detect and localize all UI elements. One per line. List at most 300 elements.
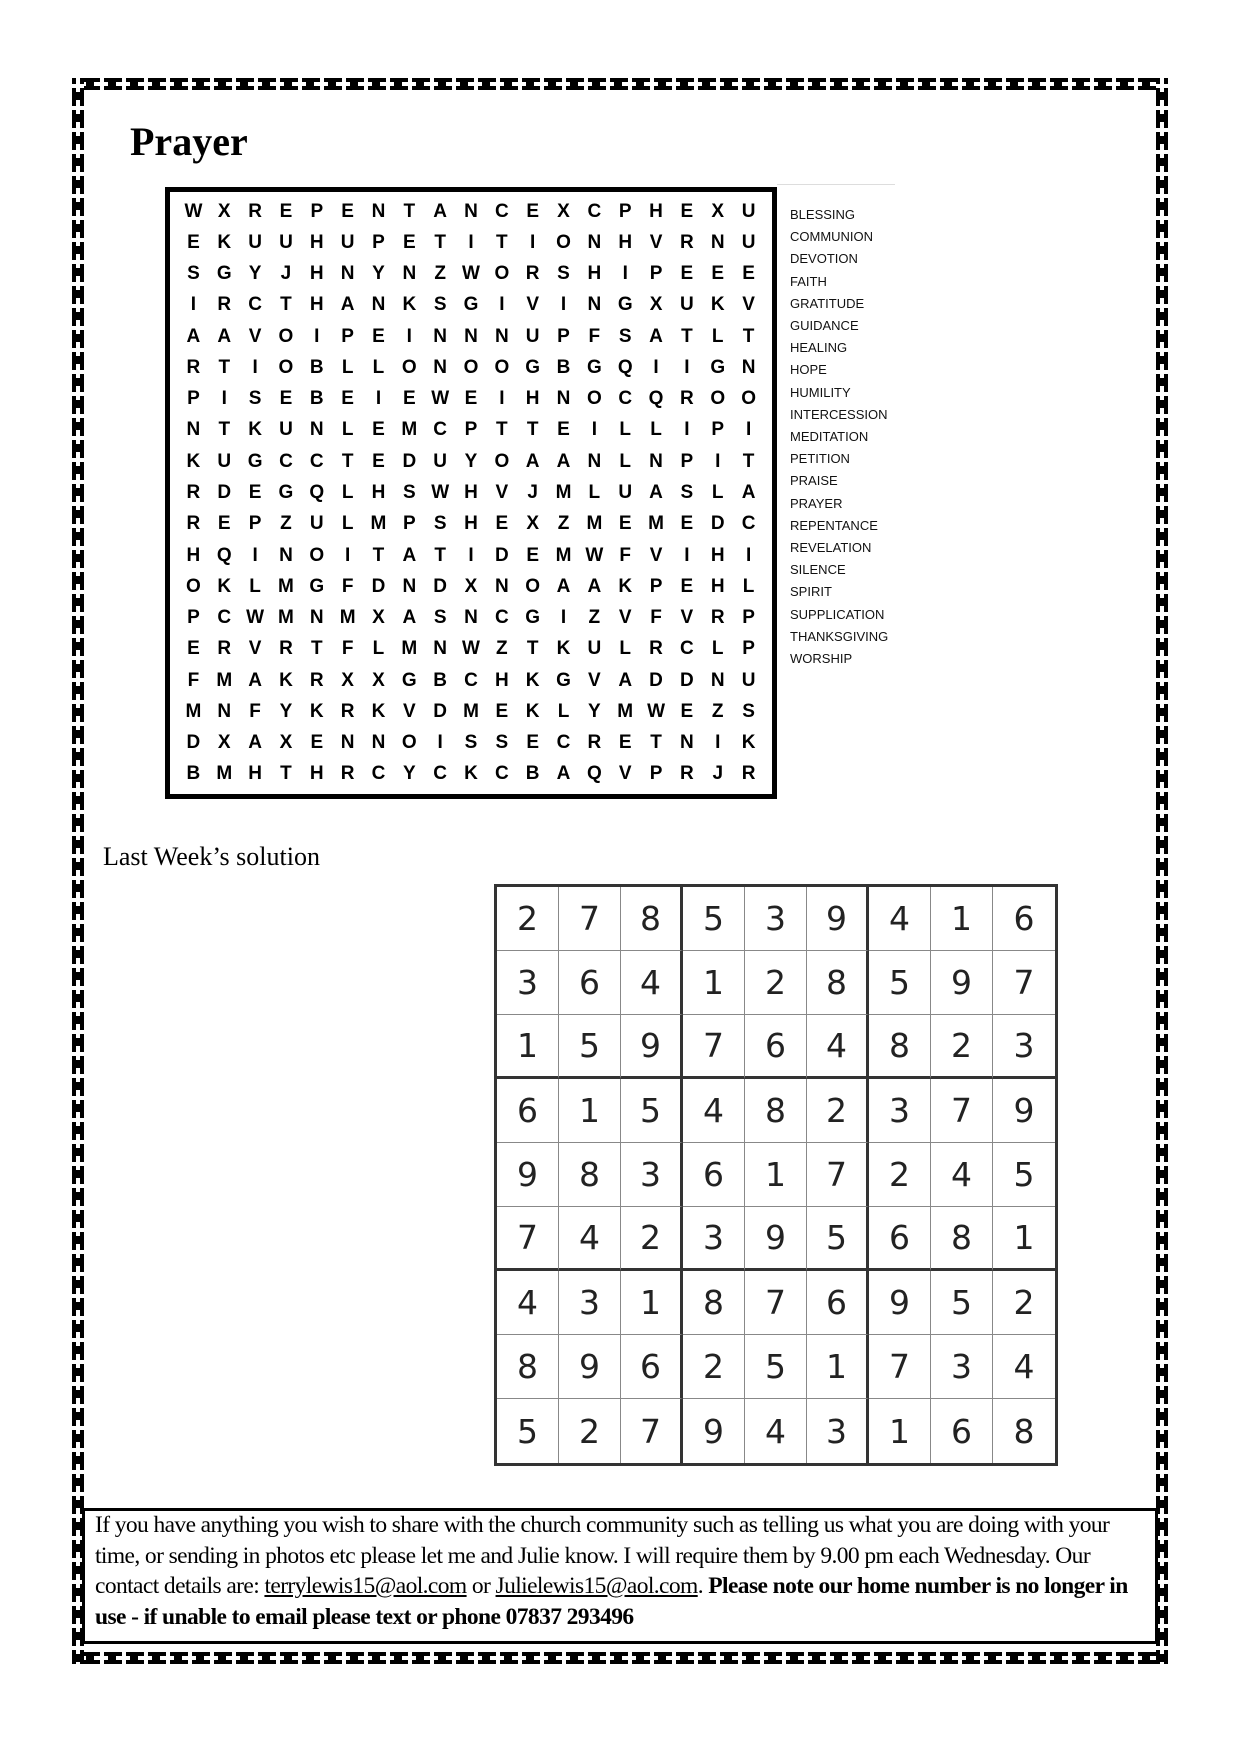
- sudoku-cell: 8: [559, 1143, 621, 1207]
- wordsearch-letter: F: [650, 607, 662, 629]
- wordsearch-letter: N: [494, 325, 509, 347]
- wordsearch-letter: O: [401, 356, 417, 378]
- sudoku-cell: 4: [621, 951, 683, 1015]
- wordsearch-letter: O: [463, 356, 479, 378]
- wordsearch-letter: T: [650, 732, 662, 754]
- wordsearch-letter: N: [433, 356, 448, 378]
- wordsearch-letter: N: [217, 700, 232, 722]
- wordsearch-letter: S: [433, 513, 447, 535]
- wordsearch-letter: L: [711, 325, 724, 347]
- solution-label: Last Week’s solution: [103, 842, 320, 871]
- wordsearch-letter: Y: [588, 700, 601, 722]
- wordsearch-letter: I: [560, 607, 567, 629]
- wordsearch-letter: K: [710, 294, 725, 316]
- wordsearch-letter: E: [618, 513, 632, 535]
- wordsearch-letter: L: [557, 700, 570, 722]
- wordsearch-letter: O: [494, 450, 510, 472]
- wordsearch-letter: O: [401, 732, 417, 754]
- wordsearch-letter: X: [279, 732, 293, 754]
- wordsearch-letter: H: [248, 763, 262, 785]
- wordsearch-letter: U: [279, 231, 293, 253]
- sudoku-cell: 7: [559, 887, 621, 951]
- wordsearch-grid: [165, 187, 777, 799]
- wordsearch-letter: O: [586, 388, 602, 410]
- wordsearch-letter: F: [619, 544, 631, 566]
- sudoku-cell: 3: [497, 951, 559, 1015]
- wordsearch-letter: L: [711, 638, 724, 660]
- wordsearch-letter: E: [680, 200, 694, 222]
- wordsearch-letter: X: [372, 669, 385, 691]
- sudoku-cell: 6: [621, 1335, 683, 1399]
- wordsearch-letter: E: [341, 200, 354, 222]
- wordsearch-letter: P: [187, 607, 200, 629]
- wordsearch-letter: F: [187, 669, 200, 691]
- wordsearch-letter: T: [742, 325, 755, 347]
- wordsearch-letter: I: [344, 544, 351, 566]
- wordsearch-letter: Q: [617, 356, 633, 378]
- contact-notice: [95, 1510, 1147, 1632]
- wordsearch-letter: S: [187, 263, 200, 285]
- wordsearch-letter: N: [587, 294, 602, 316]
- sudoku-cell: 6: [807, 1271, 869, 1335]
- wordsearch-letter: N: [433, 638, 448, 660]
- wordsearch-letter: T: [496, 419, 508, 441]
- wordsearch-letter: P: [680, 450, 694, 472]
- wordsearch-letter: H: [710, 544, 725, 566]
- sudoku-cell: 2: [993, 1271, 1055, 1335]
- wordsearch-word: SUPPLICATION: [790, 606, 885, 622]
- sudoku-cell: 7: [683, 1015, 745, 1079]
- wordsearch-letter: P: [248, 513, 262, 535]
- wordsearch-letter: F: [341, 638, 354, 660]
- wordsearch-letter: N: [402, 263, 417, 285]
- wordsearch-letter: F: [249, 700, 261, 722]
- wordsearch-letter: M: [555, 481, 572, 503]
- page-title: Prayer: [130, 119, 248, 164]
- wordsearch-letter: O: [710, 388, 726, 410]
- wordsearch-word: WORSHIP: [790, 651, 853, 667]
- wordsearch-letter: N: [371, 294, 386, 316]
- wordsearch-letter: Y: [248, 263, 262, 285]
- wordsearch-letter: R: [217, 294, 232, 316]
- sudoku-cell: 6: [559, 951, 621, 1015]
- wordsearch-letter: E: [372, 450, 385, 472]
- wordsearch-letter: T: [403, 200, 416, 222]
- wordsearch-letter: T: [280, 763, 292, 785]
- wordsearch-letter: E: [248, 481, 262, 503]
- wordsearch-letter: S: [742, 700, 755, 722]
- wordsearch-letter: A: [618, 669, 633, 691]
- wordsearch-letter: T: [681, 325, 693, 347]
- wordsearch-letter: A: [217, 325, 232, 347]
- wordsearch-letter: G: [247, 450, 263, 472]
- wordsearch-word-list: [790, 204, 888, 670]
- wordsearch-letter: P: [649, 263, 663, 285]
- wordsearch-letter: F: [588, 325, 601, 347]
- wordsearch-letter: A: [248, 732, 262, 754]
- wordsearch-letter: C: [556, 732, 571, 754]
- wordsearch-letter: B: [309, 356, 324, 378]
- wordsearch-letter: A: [340, 294, 355, 316]
- wordsearch-letter: D: [433, 700, 448, 722]
- sudoku-cell: 6: [745, 1015, 807, 1079]
- wordsearch-letter: D: [433, 575, 448, 597]
- wordsearch-letter: I: [499, 294, 505, 316]
- wordsearch-letter: E: [372, 419, 385, 441]
- wordsearch-letter: H: [525, 388, 540, 410]
- wordsearch-word: GRATITUDE: [790, 295, 865, 311]
- wordsearch-letter: V: [526, 294, 540, 316]
- wordsearch-letter: V: [649, 231, 663, 253]
- wordsearch-letter: Z: [588, 607, 601, 629]
- wordsearch-letter: E: [402, 388, 416, 410]
- wordsearch-letter: S: [557, 263, 570, 285]
- wordsearch-letter: I: [437, 732, 443, 754]
- wordsearch-letter: M: [216, 669, 233, 691]
- sudoku-cell: 3: [683, 1207, 745, 1271]
- wordsearch-letter: P: [649, 575, 663, 597]
- sudoku-cell: 9: [869, 1271, 931, 1335]
- email-link-terry[interactable]: terrylewis15@aol.com: [264, 1573, 467, 1599]
- sudoku-cell: 8: [621, 887, 683, 951]
- sudoku-cell: 5: [497, 1399, 559, 1463]
- wordsearch-letter: L: [372, 356, 385, 378]
- wordsearch-letter: B: [556, 356, 571, 378]
- wordsearch-letter: T: [341, 450, 354, 472]
- wordsearch-letter: N: [309, 419, 324, 441]
- notice-period: .: [697, 1573, 709, 1599]
- wordsearch-letter: T: [218, 356, 231, 378]
- wordsearch-word: INTERCESSION: [790, 406, 888, 422]
- wordsearch-letter: U: [309, 513, 324, 535]
- wordsearch-letter: L: [619, 419, 631, 441]
- wordsearch-letter: C: [494, 200, 509, 222]
- wordsearch-letter: G: [216, 263, 232, 285]
- wordsearch-letter: D: [371, 575, 386, 597]
- wordsearch-letter: V: [742, 294, 755, 316]
- sudoku-cell: 1: [807, 1335, 869, 1399]
- wordsearch-letter: H: [710, 575, 725, 597]
- wordsearch-letter: I: [684, 544, 690, 566]
- wordsearch-letter: T: [372, 544, 385, 566]
- wordsearch-letter: Q: [309, 481, 325, 503]
- wordsearch-letter: U: [618, 481, 633, 503]
- wordsearch-letter: E: [526, 544, 540, 566]
- wordsearch-letter: C: [741, 513, 756, 535]
- sudoku-cell: 2: [621, 1207, 683, 1271]
- wordsearch-letter: V: [248, 325, 262, 347]
- wordsearch-letter: N: [741, 356, 756, 378]
- wordsearch-letter: A: [402, 544, 417, 566]
- wordsearch-letter: L: [711, 481, 724, 503]
- wordsearch-letter: A: [248, 669, 262, 691]
- wordsearch-letter: X: [217, 200, 231, 222]
- wordsearch-letter: W: [647, 700, 666, 722]
- wordsearch-letter: D: [186, 732, 201, 754]
- sudoku-cell: 7: [745, 1271, 807, 1335]
- wordsearch-letter: G: [525, 356, 541, 378]
- sudoku-cell: 1: [621, 1271, 683, 1335]
- wordsearch-letter: L: [742, 575, 755, 597]
- wordsearch-letter: B: [525, 763, 540, 785]
- wordsearch-letter: I: [499, 388, 505, 410]
- sudoku-cell: 7: [807, 1143, 869, 1207]
- sudoku-cell: 8: [931, 1207, 993, 1271]
- wordsearch-letter: S: [618, 325, 632, 347]
- wordsearch-letter: U: [741, 231, 756, 253]
- wordsearch-letter: E: [742, 263, 755, 285]
- wordsearch-word: THANKSGIVING: [790, 628, 889, 644]
- wordsearch-letter: P: [649, 763, 663, 785]
- wordsearch-letter: G: [710, 356, 726, 378]
- wordsearch-letter: E: [279, 200, 293, 222]
- wordsearch-letter: O: [741, 388, 756, 410]
- wordsearch-letter: L: [341, 481, 354, 503]
- sudoku-cell: 4: [931, 1143, 993, 1207]
- sudoku-cell: 3: [807, 1399, 869, 1463]
- wordsearch-letter: D: [680, 669, 694, 691]
- sudoku-cell: 7: [993, 951, 1055, 1015]
- wordsearch-word: PRAYER: [790, 495, 843, 511]
- wordsearch-letter: E: [372, 325, 385, 347]
- sudoku-cell: 1: [559, 1079, 621, 1143]
- wordsearch-letter: R: [340, 763, 355, 785]
- sudoku-cell: 6: [931, 1399, 993, 1463]
- sudoku-cell: 9: [807, 887, 869, 951]
- wordsearch-letter: H: [618, 231, 633, 253]
- wordsearch-letter: H: [186, 544, 201, 566]
- sudoku-cell: 4: [869, 887, 931, 951]
- wordsearch-letter: Y: [372, 263, 385, 285]
- wordsearch-letter: A: [649, 481, 663, 503]
- wordsearch-word: MEDITATION: [790, 429, 869, 445]
- wordsearch-letter: N: [710, 231, 725, 253]
- wordsearch-letter: I: [684, 419, 690, 441]
- wordsearch-word: SILENCE: [790, 562, 846, 578]
- wordsearch-letter: H: [309, 231, 324, 253]
- wordsearch-letter: A: [649, 325, 663, 347]
- wordsearch-letter: H: [649, 200, 663, 222]
- wordsearch-letter: E: [310, 732, 324, 754]
- sudoku-cell: 9: [993, 1079, 1055, 1143]
- wordsearch-word: SPIRIT: [790, 584, 832, 600]
- wordsearch-letter: P: [341, 325, 354, 347]
- wordsearch-letter: A: [741, 481, 756, 503]
- sudoku-cell: 1: [869, 1399, 931, 1463]
- wordsearch-letter: V: [618, 763, 632, 785]
- wordsearch-letter: X: [372, 607, 385, 629]
- wordsearch-letter: I: [745, 544, 752, 566]
- wordsearch-letter: A: [556, 763, 571, 785]
- wordsearch-letter: E: [711, 263, 725, 285]
- wordsearch-letter: I: [375, 388, 382, 410]
- wordsearch-letter: D: [710, 513, 725, 535]
- wordsearch-letter: E: [680, 263, 694, 285]
- wordsearch-letter: X: [217, 732, 231, 754]
- wordsearch-letter: N: [587, 450, 602, 472]
- sudoku-cell: 5: [931, 1271, 993, 1335]
- wordsearch-letter: Z: [496, 638, 508, 660]
- sudoku-cell: 8: [869, 1015, 931, 1079]
- wordsearch-letter: I: [745, 419, 752, 441]
- sudoku-cell: 1: [683, 951, 745, 1015]
- wordsearch-letter: A: [186, 325, 201, 347]
- wordsearch-letter: E: [495, 700, 509, 722]
- wordsearch-letter: A: [556, 575, 571, 597]
- wordsearch-letter: N: [464, 200, 478, 222]
- wordsearch-letter: O: [525, 575, 541, 597]
- wordsearch-letter: P: [618, 200, 632, 222]
- wordsearch-letter: N: [340, 263, 355, 285]
- wordsearch-letter: Y: [464, 450, 478, 472]
- sudoku-cell: 5: [621, 1079, 683, 1143]
- wordsearch-letter: R: [680, 388, 694, 410]
- wordsearch-letter: E: [187, 231, 200, 253]
- wordsearch-letter: H: [494, 669, 509, 691]
- wordsearch-letter: X: [649, 294, 663, 316]
- wordsearch-letter: I: [190, 294, 197, 316]
- wordsearch-letter: I: [221, 388, 227, 410]
- sudoku-cell: 4: [993, 1335, 1055, 1399]
- wordsearch-letter: S: [495, 732, 509, 754]
- wordsearch-letter: G: [309, 575, 325, 597]
- wordsearch-letter: T: [310, 638, 323, 660]
- wordsearch-letter: G: [463, 294, 479, 316]
- sudoku-cell: 2: [683, 1335, 745, 1399]
- wordsearch-letter: D: [402, 450, 417, 472]
- wordsearch-letter: R: [279, 638, 293, 660]
- wordsearch-letter: L: [341, 513, 354, 535]
- wordsearch-letter: K: [402, 294, 417, 316]
- sudoku-cell: 5: [807, 1207, 869, 1271]
- sudoku-cell: 8: [1013, 1411, 1035, 1451]
- wordsearch-letter: N: [494, 575, 509, 597]
- sudoku-cell: 2: [869, 1143, 931, 1207]
- wordsearch-letter: N: [587, 231, 602, 253]
- wordsearch-letter: P: [711, 419, 725, 441]
- wordsearch-letter: C: [279, 450, 293, 472]
- wordsearch-letter: W: [184, 200, 203, 222]
- wordsearch-letter: K: [525, 700, 540, 722]
- wordsearch-word: REPENTANCE: [790, 517, 878, 533]
- sudoku-cell: 6: [869, 1207, 931, 1271]
- wordsearch-letter: U: [279, 419, 293, 441]
- wordsearch-letter: R: [186, 481, 201, 503]
- wordsearch-letter: H: [371, 481, 386, 503]
- sudoku-cell: 5: [993, 1143, 1055, 1207]
- wordsearch-letter: K: [618, 575, 633, 597]
- wordsearch-letter: S: [433, 607, 447, 629]
- wordsearch-letter: T: [496, 231, 508, 253]
- wordsearch-word: DEVOTION: [790, 251, 858, 267]
- sudoku-cell: 3: [621, 1143, 683, 1207]
- wordsearch-letter: E: [618, 732, 632, 754]
- wordsearch-word: GUIDANCE: [790, 318, 859, 334]
- wordsearch-letter: R: [186, 356, 201, 378]
- wordsearch-letter: R: [741, 763, 756, 785]
- sudoku-solution-grid: [494, 884, 1058, 1466]
- wordsearch-letter: Z: [434, 263, 446, 285]
- wordsearch-letter: I: [252, 544, 258, 566]
- email-link-julie[interactable]: Julielewis15@aol.com: [495, 1573, 698, 1599]
- wordsearch-letter: U: [741, 200, 756, 222]
- wordsearch-letter: M: [555, 544, 572, 566]
- wordsearch-letter: R: [710, 607, 725, 629]
- wordsearch-letter: L: [650, 419, 662, 441]
- wordsearch-word: FAITH: [790, 273, 827, 289]
- sudoku-cell: 6: [993, 887, 1055, 951]
- wordsearch-letter: N: [556, 388, 571, 410]
- wordsearch-letter: T: [434, 231, 446, 253]
- wordsearch-letter: O: [494, 356, 510, 378]
- wordsearch-letter: M: [185, 700, 202, 722]
- sudoku-cell: 2: [497, 887, 559, 951]
- wordsearch-letter: N: [649, 450, 663, 472]
- wordsearch-letter: N: [340, 732, 355, 754]
- wordsearch-letter: K: [741, 732, 756, 754]
- wordsearch-letter: S: [248, 388, 262, 410]
- wordsearch-letter: C: [494, 763, 509, 785]
- wordsearch-letter: K: [217, 231, 232, 253]
- wordsearch-letter: Z: [280, 513, 292, 535]
- wordsearch-letter: E: [341, 388, 354, 410]
- wordsearch-letter: E: [680, 575, 694, 597]
- wordsearch-letter: I: [684, 356, 690, 378]
- wordsearch-letter: L: [619, 450, 631, 472]
- sudoku-cell: 6: [497, 1079, 559, 1143]
- wordsearch-letter: C: [464, 669, 478, 691]
- wordsearch-letter: N: [371, 732, 386, 754]
- wordsearch-letter: T: [742, 450, 755, 472]
- wordsearch-letter: T: [280, 294, 292, 316]
- sudoku-cell: 1: [993, 1207, 1055, 1271]
- wordsearch-letter: T: [526, 638, 539, 660]
- wordsearch-letter: U: [525, 325, 540, 347]
- wordsearch-letter: N: [279, 544, 293, 566]
- wordsearch-letter: G: [617, 294, 633, 316]
- wordsearch-letter: N: [309, 607, 324, 629]
- wordsearch-letter: K: [309, 700, 324, 722]
- wordsearch-letter: U: [217, 450, 232, 472]
- wordsearch-letter: K: [186, 450, 201, 472]
- wordsearch-word: PRAISE: [790, 473, 838, 489]
- wordsearch-letter: I: [560, 294, 567, 316]
- wordsearch-letter: I: [622, 263, 628, 285]
- wordsearch-word: REVELATION: [790, 540, 872, 556]
- sudoku-cell: 3: [559, 1271, 621, 1335]
- sudoku-cell: 8: [745, 1079, 807, 1143]
- sudoku-cell: 2: [559, 1399, 621, 1463]
- wordsearch-letter: X: [557, 200, 570, 222]
- notice-bold-text: Please note our home number is no longer in use - if unable to email please text or phone 07837 293496: [95, 1573, 1128, 1630]
- wordsearch-letter: U: [433, 450, 448, 472]
- wordsearch-letter: E: [526, 732, 540, 754]
- wordsearch-letter: K: [217, 575, 232, 597]
- wordsearch-letter: K: [556, 638, 571, 660]
- wordsearch-letter: P: [372, 231, 385, 253]
- sudoku-cell: 7: [869, 1335, 931, 1399]
- wordsearch-letter: G: [586, 356, 602, 378]
- wordsearch-letter: I: [406, 325, 412, 347]
- wordsearch-letter: V: [248, 638, 262, 660]
- page-border-top: [72, 78, 1168, 90]
- wordsearch-letter: E: [279, 388, 293, 410]
- wordsearch-letter: J: [527, 481, 538, 503]
- sudoku-cell: 1: [745, 1143, 807, 1207]
- wordsearch-letter: R: [248, 200, 262, 222]
- wordsearch-letter: P: [310, 200, 324, 222]
- wordsearch-letter: R: [309, 669, 324, 691]
